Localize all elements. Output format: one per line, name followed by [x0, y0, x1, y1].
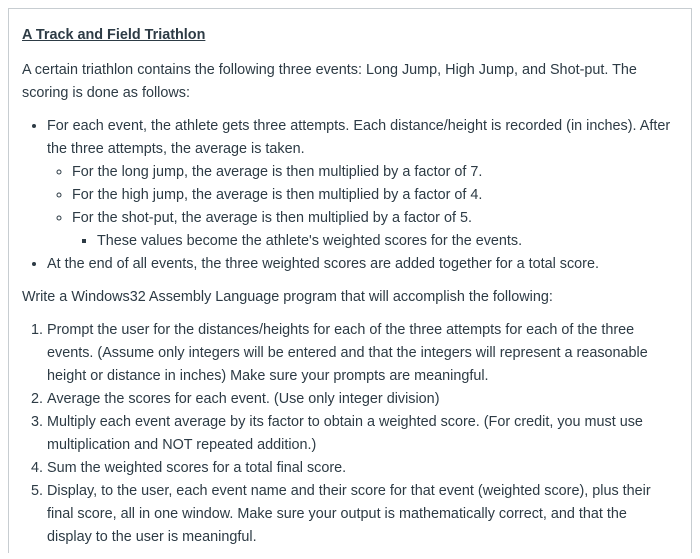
list-item [72, 207, 674, 253]
task-paragraph: Write a Windows32 Assembly Language program that will accomplish the following: [22, 289, 553, 305]
list-item-text: For the shot-put, the average is then multiplied by a factor of 5. [72, 210, 472, 226]
list-item: 5. Display, to the user, each event name and their score for that event (weighted score), plus their final score, all in one window. Make sure your output is mathematically correct, and that the display to the user is meaningful. [47, 480, 674, 549]
list-item [47, 115, 674, 253]
factor-list [47, 161, 674, 253]
list-item: ◦ For the long jump, the average is then multiplied by a factor of 7. [72, 161, 674, 184]
list-item: ▪ These values become the athlete's weighted scores for the events. [97, 230, 674, 253]
intro-paragraph: A certain triathlon contains the following three events: Long Jump, High Jump, and Shot-put. The scoring is done as follows: [22, 62, 637, 101]
list-item: ◦ For the high jump, the average is then multiplied by a factor of 4. [72, 184, 674, 207]
page-title: A Track and Field Triathlon [22, 27, 206, 43]
list-item: 3. Multiply each event average by its factor to obtain a weighted score. (For credit, you must use multiplication and NOT repeated addition.) [47, 411, 674, 457]
scoring-list [22, 115, 674, 276]
list-item: • At the end of all events, the three weighted scores are added together for a total score. [47, 253, 674, 276]
weighted-note-list [72, 230, 674, 253]
list-item: 2. Average the scores for each event. (Use only integer division) [47, 388, 674, 411]
steps-list [22, 319, 674, 549]
list-item: 1. Prompt the user for the distances/heights for each of the three attempts for each of the three events. (Assume only integers will be entered and that the integers will represent a reasonable height or distance in inches) Make sure your prompts are meaningful. [47, 319, 674, 388]
list-item: 4. Sum the weighted scores for a total final score. [47, 457, 674, 480]
assignment-content [22, 24, 674, 559]
list-item-text: For each event, the athlete gets three attempts. Each distance/height is recorded (in inches). After the three attempts, the average is taken. [47, 118, 671, 157]
